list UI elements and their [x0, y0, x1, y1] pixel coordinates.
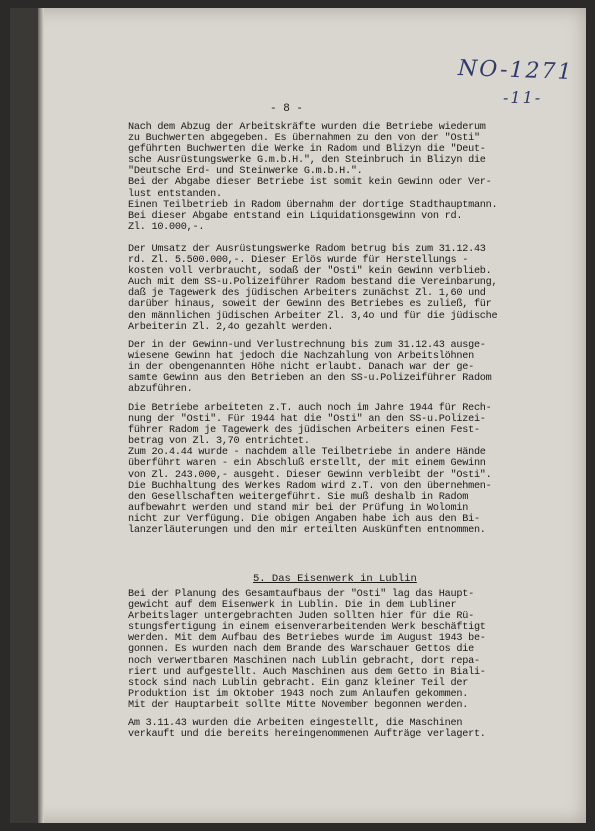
page-edge-shadow	[38, 8, 44, 823]
paragraph-2: Der Umsatz der Ausrüstungswerke Radom betrug bis zum 31.12.43 rd. Zl. 5.500.000,-. Dieser Erlös wurde für Herstellungs - kosten voll verbraucht, sodaß der "Osti" kein Gewinn verblieb. Auch mit dem SS-u.Polizeiführer Radom bestand die Vereinbarung, daß je Tagewerk des jüdischen Arbeiters zunächst Zl. 1,60 und darüber hinaus, soweit der Gewinn des Betriebes es zuließ, für den männlichen jüdischen Arbeiter Zl. 3,4o und für die jüdische Arbeiterin Zl. 2,4o gezahlt werden.	[128, 244, 498, 333]
paragraph-1: Nach dem Abzug der Arbeitskräfte wurden die Betriebe wiederum zu Buchwerten abgegeben. Es übernahmen zu den von der "Osti" geführten Buchwerten die Werke in Radom und Blizyn die "Deut- sche Ausrüstungswerke G.m.b.H.", den Steinbruch in Blizyn die "Deutsche Erd- und Steinwerke G.m.b.H.". Bei der Abgabe dieser Betriebe ist somit kein Gewinn oder Ver- lust entstanden. Einen Teilbetrieb in Radom übernahm der dortige Stadthauptmann. Bei dieser Abgabe entstand ein Liquidationsgewinn von rd. Zl. 10.000,-.	[128, 122, 498, 233]
paragraph-3: Der in der Gewinn-und Verlustrechnung bis zum 31.12.43 ausge- wiesene Gewinn hat jedoch die Nachzahlung von Arbeitslöhnen in der obengenannten Höhe nicht erlaubt. Danach war der ge- samte Gewinn aus den Betrieben an den SS-u.Polizeiführer Radom abzuführen.	[128, 340, 492, 396]
document-page	[10, 8, 586, 823]
section-heading: 5. Das Eisenwerk in Lublin	[253, 573, 417, 585]
paragraph-4: Die Betriebe arbeiteten z.T. auch noch im Jahre 1944 für Rech- nung der "Osti". Für 1944 hat die "Osti" an den SS-u.Polizei- führer Radom je Tagewerk des jüdischen Arbeiters einen Fest- betrag von Zl. 3,70 entrichtet. Zum 2o.4.44 wurde - nachdem alle Teilbetriebe in andere Hände überführt waren - ein Abschluß erstellt, der mit einem Gewinn von Zl. 243.000,- ausgeht. Dieser Gewinn verbleibt der "Osti". Die Buchhaltung des Werkes Radom wird z.T. von den übernehmen- den Gesellschaften weitergeführt. Sie muß deshalb in Radom aufbewahrt werden und stand mir bei der Prüfung in Wolomin nicht zur Verfügung. Die obigen Angaben habe ich aus den Bi- lanzerläuterungen und den mir erteilten Auskünften entnommen.	[128, 403, 492, 537]
sheet-mark-annotation: -11-	[503, 88, 543, 107]
document-number-annotation: NO-1271	[457, 55, 574, 86]
page-number: - 8 -	[270, 103, 304, 115]
binding-strip	[10, 8, 38, 823]
section-paragraph-2: Am 3.11.43 wurden die Arbeiten eingestellt, die Maschinen verkauft und die bereits hereingenommenen Aufträge verlagert.	[128, 718, 486, 741]
section-paragraph-1: Bei der Planung des Gesamtaufbaus der "Osti" lag das Haupt- gewicht auf dem Eisenwerk in Lublin. Die in dem Lubliner Arbeitslager untergebrachten Juden sollten hier für die Rü- stungsfertigung in einem eisenverarbeitenden Werk beschäftigt werden. Mit dem Aufbau des Betriebes wurde im August 1943 be- gonnen. Es wurden nach dem Brande des Warschauer Gettos die noch verwertbaren Maschinen nach Lublin gebracht, dort repa- riert und aufgestellt. Auch Maschinen aus dem Getto in Biali- stock sind nach Lublin gebracht. Ein ganz kleiner Teil der Produktion ist im Oktober 1943 noch zum Anlaufen gekommen. Mit der Hauptarbeit sollte Mitte November begonnen werden.	[128, 589, 486, 711]
